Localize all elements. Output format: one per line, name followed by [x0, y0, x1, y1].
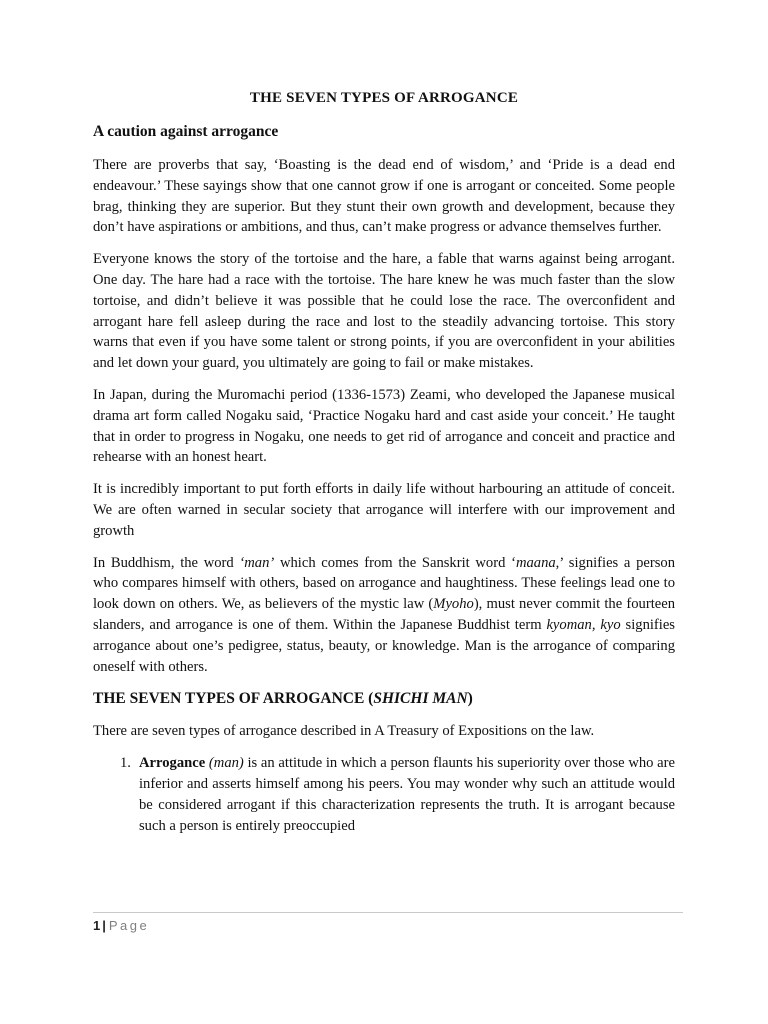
buddhism-text-4: ), must never commit the fourteen slanders, and arrogance is one of them. Within the Japanese Buddhist term — [93, 596, 675, 633]
list-item-text: is an attitude in which a person flaunts his superiority over those who are inferior and asserts himself among his peers. You may wonder why such an attitude would be considered arrogant if this characterization represents the truth. It is arrogant because such a person is entirely preoccupied — [139, 755, 675, 834]
caution-heading: A caution against arrogance — [93, 123, 279, 140]
buddhism-text-2: which comes from the Sanskrit word ‘ — [274, 554, 516, 571]
seven-types-heading-close: ) — [467, 690, 473, 708]
paragraph-buddhism — [93, 553, 675, 678]
shichi-man-term: SHICHI MAN — [373, 690, 468, 708]
seven-types-heading — [93, 689, 675, 709]
footer-separator: | — [102, 918, 106, 933]
document-page — [93, 88, 675, 836]
page-label: Page — [108, 918, 150, 933]
seven-types-intro: There are seven types of arrogance described in A Treasury of Expositions on the law. — [93, 723, 595, 740]
list-item-number: 1. — [120, 755, 131, 772]
myoho-term: Myoho — [433, 596, 474, 613]
buddhism-text-1: In Buddhism, the word — [93, 554, 240, 571]
list-item-term: Arrogance — [139, 755, 206, 772]
page-number: 1 — [93, 918, 101, 933]
page-footer — [93, 912, 683, 933]
buddhism-text-3: ,’ signifies a person who compares himself with others, based on arrogance and haughtiness. These feelings lead one to look down on others. We, as believers of the mystic law ( — [93, 554, 676, 613]
maana-term: maana — [515, 554, 556, 571]
paragraph-tortoise-hare: Everyone knows the story of the tortoise and the hare, a fable that warns against being arrogant. One day. The hare had a race with the tortoise. The hare knew he was much faster than the slow tortoise, and didn’t believe it was possible that he could lose the race. The overconfident and arrogant hare fell asleep during the race and lost to the steadily advancing tortoise. This story warns that even if you have some talent or strong points, if you are overconfident in your abilities and let down your guard, you ultimately are going to fail or make mistakes. — [93, 251, 675, 372]
man-term: ‘man’ — [239, 554, 275, 571]
list-item — [93, 753, 675, 836]
arrogance-types-list — [93, 753, 675, 836]
seven-types-heading-main: THE SEVEN TYPES OF ARROGANCE ( — [93, 690, 374, 708]
paragraph-daily-life: It is incredibly important to put forth efforts in daily life without harbouring an attitude of conceit. We are often warned in secular society that arrogance will interfere with our improvement and growth — [93, 481, 675, 539]
buddhism-text-5: signifies arrogance about one’s pedigree, status, beauty, or knowledge. Man is the arrogance of comparing oneself with others. — [93, 616, 675, 675]
paragraph-zeami: In Japan, during the Muromachi period (1336-1573) Zeami, who developed the Japanese musical drama art form called Nogaku said, ‘Practice Nogaku hard and cast aside your conceit.’ He taught that in order to progress in Nogaku, one needs to get rid of arrogance and conceit and practice and rehearse with an honest heart. — [93, 386, 675, 466]
kyoman-term: kyoman, kyo — [546, 616, 621, 633]
list-item-term-italic: (man) — [208, 755, 244, 772]
paragraph-proverbs: There are proverbs that say, ‘Boasting is the dead end of wisdom,’ and ‘Pride is a dead end endeavour.’ These sayings show that one cannot grow if one is arrogant or conceited. Some people brag, thinking they are superior. But they stunt their own growth and development, because they don’t have aspirations or ambitions, and thus, can’t make progress or advance themselves further. — [93, 157, 675, 236]
document-title: THE SEVEN TYPES OF ARROGANCE — [249, 90, 519, 106]
